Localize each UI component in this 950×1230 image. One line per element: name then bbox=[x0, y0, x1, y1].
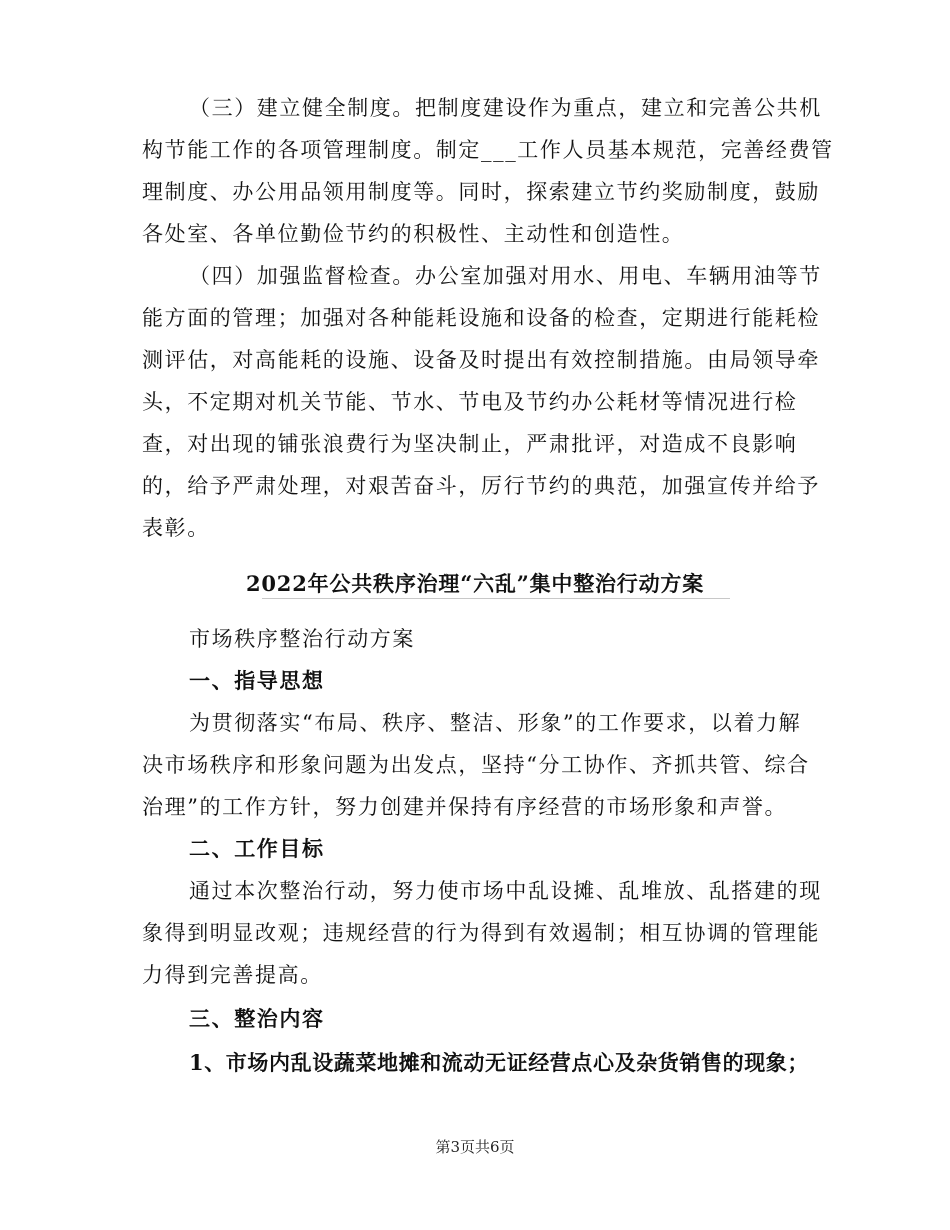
paragraph-4-line-7: 表彰。 bbox=[142, 516, 210, 540]
section-2-line-1: 通过本次整治行动，努力使市场中乱设摊、乱堆放、乱搭建的现 bbox=[189, 879, 822, 903]
paragraph-3-line-4: 各处室、各单位勤俭节约的积极性、主动性和创造性。 bbox=[142, 222, 685, 246]
section-1-line-1: 为贯彻落实“布局、秩序、整洁、形象”的工作要求，以着力解 bbox=[189, 711, 802, 735]
section-3-heading: 三、整治内容 bbox=[189, 1006, 325, 1031]
section-2-heading: 二、工作目标 bbox=[189, 836, 325, 861]
subtitle: 市场秩序整治行动方案 bbox=[189, 627, 415, 651]
paragraph-3-line-3: 理制度、办公用品领用制度等。同时，探索建立节约奖励制度，鼓励 bbox=[142, 180, 820, 204]
section-1-line-2: 决市场秩序和形象问题为出发点，坚持“分工协作、齐抓共管、综合 bbox=[142, 753, 810, 777]
section-1-line-3: 治理”的工作方针，努力创建并保持有序经营的市场形象和声誉。 bbox=[142, 795, 788, 819]
title-underline bbox=[262, 598, 730, 599]
paragraph-4-line-5: 查，对出现的铺张浪费行为坚决制止，严肃批评，对造成不良影响 bbox=[142, 432, 798, 456]
page-number: 第3页共6页 bbox=[435, 1138, 515, 1156]
paragraph-4-line-6: 的，给予严肃处理，对艰苦奋斗，厉行节约的典范，加强宣传并给予 bbox=[142, 474, 820, 498]
paragraph-4-line-1: （四）加强监督检查。办公室加强对用水、用电、车辆用油等节 bbox=[189, 264, 822, 288]
paragraph-3-line-2: 构节能工作的各项管理制度。制定___工作人员基本规范，完善经费管 bbox=[142, 138, 834, 162]
section-1-heading: 一、指导思想 bbox=[189, 668, 325, 693]
section-2-line-3: 力得到完善提高。 bbox=[142, 963, 323, 987]
paragraph-3-line-1: （三）建立健全制度。把制度建设作为重点，建立和完善公共机 bbox=[189, 96, 822, 120]
section-2-line-2: 象得到明显改观；违规经营的行为得到有效遏制；相互协调的管理能 bbox=[142, 921, 820, 945]
paragraph-4-line-4: 头，不定期对机关节能、节水、节电及节约办公耗材等情况进行检 bbox=[142, 390, 798, 414]
document-title: 2022年公共秩序治理“六乱”集中整治行动方案 bbox=[245, 571, 704, 596]
section-3-item-1: 1、市场内乱设蔬菜地摊和流动无证经营点心及杂货销售的现象； bbox=[189, 1050, 810, 1075]
paragraph-4-line-2: 能方面的管理；加强对各种能耗设施和设备的检查，定期进行能耗检 bbox=[142, 306, 820, 330]
paragraph-4-line-3: 测评估，对高能耗的设施、设备及时提出有效控制措施。由局领导牵 bbox=[142, 348, 820, 372]
